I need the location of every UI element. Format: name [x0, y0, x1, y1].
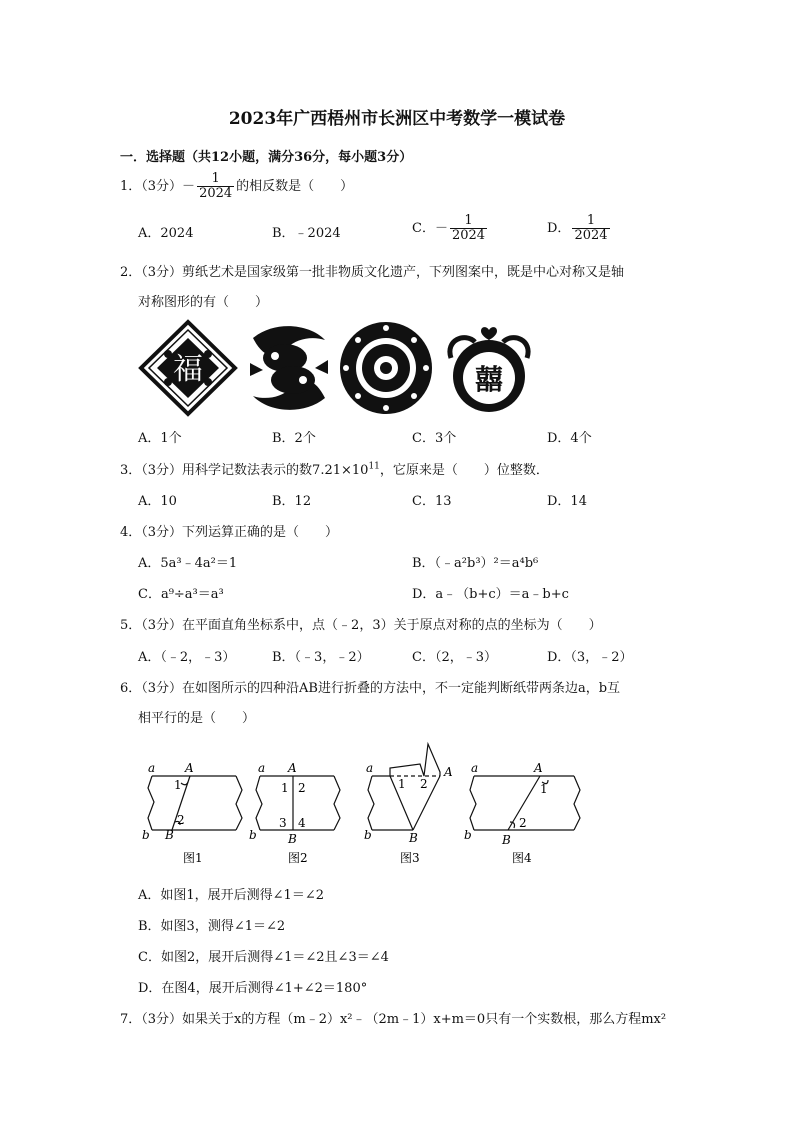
q1-minus: － — [182, 179, 196, 194]
q1-fraction — [197, 172, 234, 201]
q1-option-c-minus: － — [434, 221, 448, 236]
question-3-post: ，它原来是（ ）位整数． — [379, 463, 549, 478]
q1-option-d-num: 1 — [572, 214, 609, 229]
q2-option-b: B．2个 — [272, 431, 316, 446]
fig4-label-a: a — [471, 761, 479, 775]
q3-option-d: D．14 — [547, 494, 587, 509]
q1-option-c-label: C． — [412, 221, 435, 236]
question-5: 5．（3分）在平面直角坐标系中，点（﹣2，3）关于原点对称的点的坐标为（ ） — [120, 618, 602, 633]
fold-figure-1 — [148, 776, 242, 830]
question-6-line-1: 6．（3分）在如图所示的四种沿AB进行折叠的方法中，不一定能判断纸带两条边a，b互 — [120, 681, 621, 696]
papercut-twin-fish — [250, 326, 328, 410]
question-2-line-2: 对称图形的有（ ） — [138, 295, 269, 310]
papercut-fu-diamond — [141, 322, 235, 414]
fig4-label-b: b — [464, 828, 472, 842]
fig2-label-A: A — [288, 761, 297, 775]
q4-option-b: B．（﹣a²b³）²＝a⁴b⁶ — [412, 556, 539, 571]
q6-option-c: C．如图2，展开后测得∠1＝∠2且∠3＝∠4 — [138, 950, 389, 965]
fig2-angle-4: 4 — [298, 816, 306, 830]
fig2-label-B: B — [288, 832, 297, 846]
papercut-figures — [135, 318, 545, 418]
fig2-angle-2: 2 — [298, 781, 306, 795]
fig4-angle-1: 1 — [540, 782, 548, 796]
question-3-exponent: 11 — [368, 461, 380, 472]
fig4-label-B: B — [502, 833, 511, 847]
fig1-angle-2: 2 — [177, 813, 185, 827]
q1-option-a: A．2024 — [138, 226, 194, 241]
q2-option-a: A．1个 — [138, 431, 182, 446]
question-3 — [120, 459, 549, 478]
question-3-pre: 3．（3分）用科学记数法表示的数7.21×10 — [120, 463, 369, 478]
question-1-tail: 的相反数是（ ） — [236, 179, 354, 194]
papercut-flower — [340, 322, 432, 414]
q1-denominator: 2024 — [199, 186, 233, 201]
q2-option-d: D．4个 — [547, 431, 592, 446]
question-4: 4．（3分）下列运算正确的是（ ） — [120, 525, 339, 540]
q1-option-c — [412, 214, 489, 243]
fig3-angle-2: 2 — [420, 777, 428, 791]
q3-option-b: B．12 — [272, 494, 312, 509]
fig2-label-a: a — [258, 761, 266, 775]
fig3-label-a: a — [366, 761, 374, 775]
q1-option-b: B．﹣2024 — [272, 226, 341, 241]
fig4-angle-2: 2 — [519, 816, 527, 830]
xi-character: 囍 — [474, 363, 504, 396]
question-7: 7．（3分）如果关于x的方程（m﹣2）x²﹣（2m﹣1）x+m＝0只有一个实数根，那么方程mx² — [120, 1012, 667, 1027]
page-title: 2023年广西梧州市长洲区中考数学一模试卷 — [228, 109, 566, 129]
q3-option-a: A．10 — [138, 494, 177, 509]
fu-character: 福 — [173, 352, 203, 387]
q6-option-d: D．在图4，展开后测得∠1+∠2＝180° — [138, 981, 368, 996]
q1-option-c-fraction — [450, 214, 487, 243]
fig3-label-A: A — [444, 765, 453, 779]
q4-option-c: C．a⁹÷a³＝a³ — [138, 587, 224, 602]
q1-option-d-fraction — [572, 214, 609, 243]
q6-option-b: B．如图3，测得∠1＝∠2 — [138, 919, 286, 934]
papercut-double-happiness — [450, 327, 528, 412]
fig2-caption: 图2 — [288, 851, 308, 865]
q5-option-b: B．（﹣3，﹣2） — [272, 650, 370, 665]
folding-figures — [138, 738, 588, 868]
q1-option-d-den: 2024 — [574, 228, 608, 243]
fig1-caption: 图1 — [183, 851, 203, 865]
fig3-label-B: B — [409, 831, 418, 845]
fig4-caption: 图4 — [512, 851, 532, 865]
fig4-label-A: A — [534, 761, 543, 775]
q1-numerator: 1 — [197, 172, 234, 187]
q1-option-d-label: D． — [547, 221, 571, 236]
question-1 — [120, 172, 353, 201]
fig1-label-B: B — [165, 828, 174, 842]
q1-option-d — [547, 214, 612, 243]
q1-option-c-den: 2024 — [451, 228, 486, 243]
q2-option-c: C．3个 — [412, 431, 457, 446]
q5-option-d: D．（3，﹣2） — [547, 650, 633, 665]
q6-option-a: A．如图1，展开后测得∠1＝∠2 — [138, 888, 324, 903]
question-1-number: 1．（3分） — [120, 179, 183, 194]
q5-option-a: A．（﹣2，﹣3） — [138, 650, 236, 665]
fig1-label-b: b — [142, 828, 150, 842]
question-2-line-1: 2．（3分）剪纸艺术是国家级第一批非物质文化遗产，下列图案中，既是中心对称又是轴 — [120, 265, 625, 280]
fig1-label-a: a — [148, 761, 156, 775]
q4-option-a: A．5a³﹣4a²＝1 — [138, 556, 238, 571]
fig1-label-A: A — [185, 761, 194, 775]
section-heading: 一．选择题（共12小题，满分36分，每小题3分） — [120, 150, 413, 165]
fig3-angle-1: 1 — [398, 777, 406, 791]
q4-option-d: D．a﹣（b+c）＝a﹣b+c — [412, 587, 569, 602]
fig2-label-b: b — [249, 828, 257, 842]
fig3-label-b: b — [364, 828, 372, 842]
fig1-angle-1: 1 — [174, 778, 182, 792]
question-6-line-2: 相平行的是（ ） — [138, 711, 256, 726]
q3-option-c: C．13 — [412, 494, 452, 509]
q5-option-c: C．（2，﹣3） — [412, 650, 497, 665]
q1-option-c-num: 1 — [450, 214, 487, 229]
fig2-angle-3: 3 — [279, 816, 287, 830]
fig3-caption: 图3 — [400, 851, 420, 865]
fig2-angle-1: 1 — [281, 781, 289, 795]
